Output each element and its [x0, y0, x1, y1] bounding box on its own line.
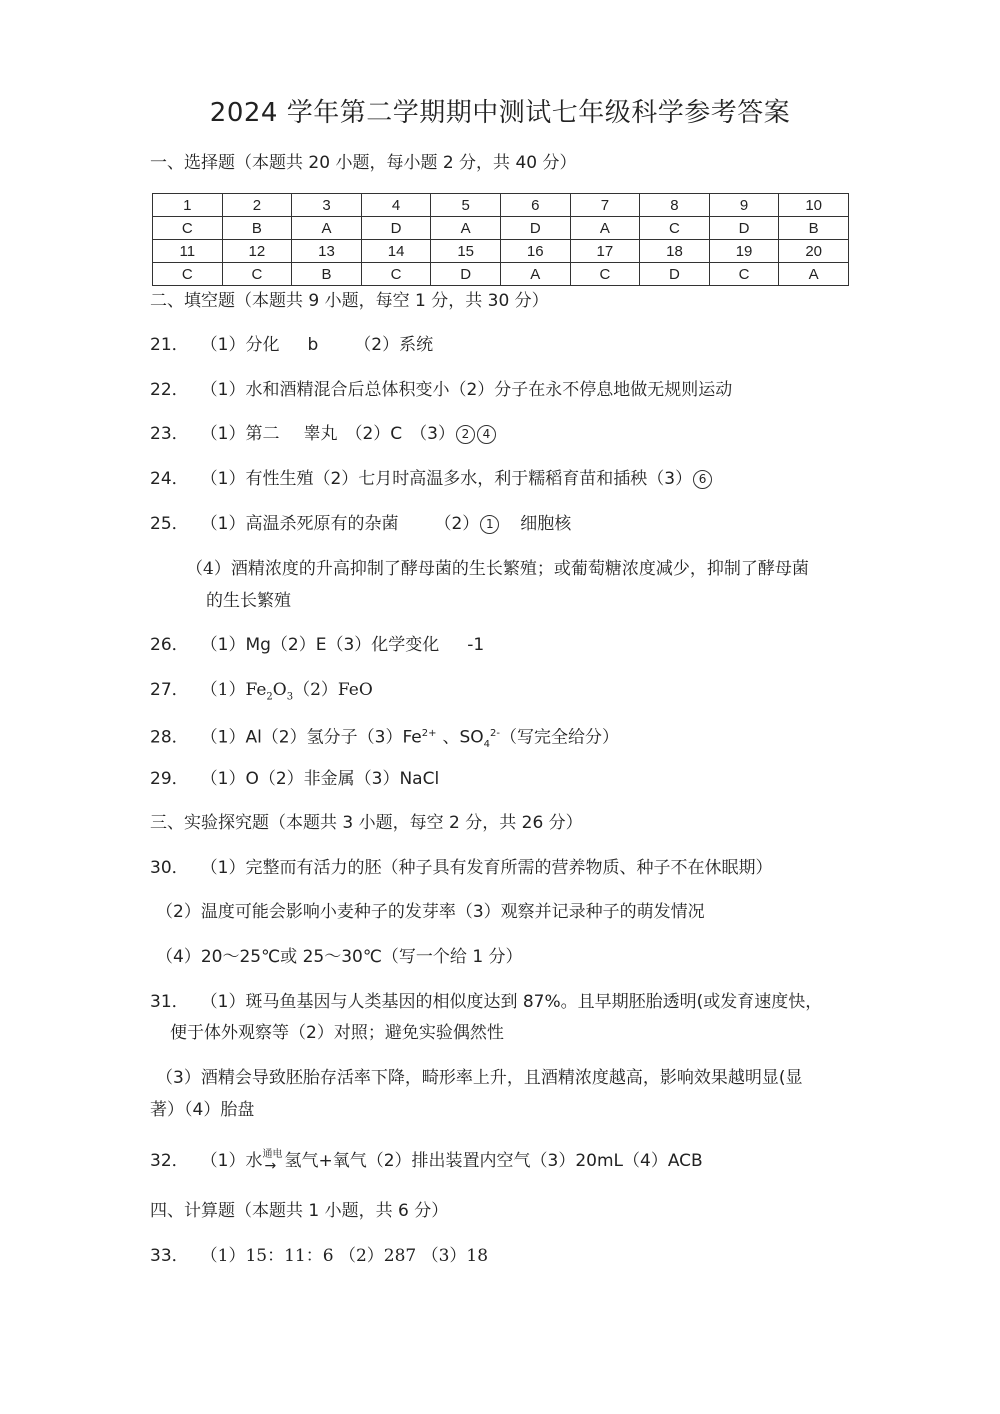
circled-number-1: 1	[480, 515, 499, 534]
section1-heading: 一、选择题（本题共 20 小题，每小题 2 分，共 40 分）	[150, 153, 577, 173]
q21-part3: （2）系统	[354, 335, 434, 355]
q33-text: （1）15：11：6 （2）287 （3）18	[200, 1246, 489, 1266]
q23-part2: 睾丸	[303, 424, 338, 444]
question-number-cell: 11	[153, 240, 223, 263]
q26-part1: （1）Mg（2）E（3）化学变化	[200, 635, 440, 655]
q21-number: 21．	[150, 335, 189, 355]
q32-part1: （1）水	[200, 1151, 263, 1171]
q25-number: 25．	[150, 514, 189, 534]
question-number-cell: 14	[361, 240, 431, 263]
answer-cell: C	[361, 263, 431, 286]
q27-part3: （2）FeO	[293, 680, 373, 700]
q23-number: 23．	[150, 424, 189, 444]
q25-part2: （2）	[434, 514, 480, 534]
q21-part1: （1）分化	[200, 335, 280, 355]
q27-number: 27．	[150, 680, 189, 700]
q30-line2: （2）温度可能会影响小麦种子的发芽率（3）观察并记录种子的萌发情况	[156, 902, 705, 922]
answer-cell: C	[640, 217, 710, 240]
q28-part1: （1）Al（2）氢分子（3）Fe	[200, 727, 422, 748]
q23-part3: （2）C	[345, 424, 403, 444]
q22-text: （1）水和酒精混合后总体积变小（2）分子在永不停息地做无规则运动	[200, 380, 733, 400]
answer-29	[150, 767, 439, 791]
q23-part1: （1）第二	[200, 424, 280, 444]
answer-24	[150, 467, 713, 491]
answer-cell: D	[431, 263, 501, 286]
question-number-cell: 2	[222, 194, 292, 217]
q30-line1: （1）完整而有活力的胚（种子具有发育所需的营养物质、种子不在休眠期）	[200, 858, 773, 878]
question-number-cell: 10	[779, 194, 849, 217]
answer-26	[150, 633, 484, 657]
question-number-cell: 6	[500, 194, 570, 217]
answer-25	[150, 512, 571, 536]
reaction-condition: 通电	[262, 1149, 283, 1160]
question-number-cell: 20	[779, 240, 849, 263]
question-number-cell: 13	[292, 240, 362, 263]
answer-cell: A	[500, 263, 570, 286]
question-number-cell: 16	[500, 240, 570, 263]
q24-number: 24．	[150, 469, 189, 489]
q33-number: 33．	[150, 1246, 189, 1266]
q32-part2: 氢气+氧气（2）排出装置内空气（3）20mL（4）ACB	[284, 1151, 703, 1171]
q31-number: 31．	[150, 992, 189, 1012]
answer-22	[150, 378, 732, 402]
section3-heading: 三、实验探究题（本题共 3 小题，每空 2 分，共 26 分）	[150, 813, 583, 833]
answer-21	[150, 333, 433, 357]
question-number-cell: 17	[570, 240, 640, 263]
q25-part4-line2: 的生长繁殖	[206, 591, 291, 611]
answer-cell: B	[779, 217, 849, 240]
question-number-cell: 4	[361, 194, 431, 217]
q28-sup1: 2+	[421, 728, 437, 739]
answer-cell: A	[779, 263, 849, 286]
q30-line3: （4）20～25℃或 25～30℃（写一个给 1 分）	[156, 947, 523, 967]
q27-part2: O	[272, 680, 287, 700]
question-number-cell: 9	[709, 194, 779, 217]
question-number-cell: 12	[222, 240, 292, 263]
q28-sub1: 4	[483, 739, 491, 751]
reaction-arrow	[262, 1149, 284, 1173]
q25-part4-line1: （4）酒精浓度的升高抑制了酵母菌的生长繁殖；或葡萄糖浓度减少，抑制了酵母菌	[186, 559, 809, 579]
answer-cell: C	[709, 263, 779, 286]
answer-cell: D	[500, 217, 570, 240]
q26-number: 26．	[150, 635, 189, 655]
q27-part1: （1）Fe	[200, 680, 267, 700]
answer-cell: D	[361, 217, 431, 240]
answer-32	[150, 1149, 703, 1173]
circled-number-2: 2	[456, 425, 475, 444]
q26-part2: -1	[467, 635, 485, 655]
answer-cell: C	[153, 263, 223, 286]
question-number-cell: 7	[570, 194, 640, 217]
q29-number: 29．	[150, 769, 189, 789]
question-number-cell: 3	[292, 194, 362, 217]
answer-30-line1	[150, 856, 772, 880]
answer-23	[150, 422, 497, 446]
q22-number: 22．	[150, 380, 189, 400]
multiple-choice-answer-table	[152, 193, 849, 286]
answer-cell: B	[222, 217, 292, 240]
answer-cell: B	[292, 263, 362, 286]
question-number-cell: 18	[640, 240, 710, 263]
answer-31-line1	[150, 990, 822, 1014]
circled-number-4: 4	[477, 425, 496, 444]
q28-part2: 、SO	[442, 727, 484, 748]
question-number-cell: 19	[709, 240, 779, 263]
answer-cell: C	[153, 217, 223, 240]
answer-28	[150, 722, 619, 757]
answer-cell: C	[570, 263, 640, 286]
q28-number: 28．	[150, 727, 189, 748]
question-number-cell: 5	[431, 194, 501, 217]
circled-number-6: 6	[693, 470, 712, 489]
question-number-cell: 8	[640, 194, 710, 217]
q27-sub2: 3	[286, 691, 294, 703]
answer-cell: A	[570, 217, 640, 240]
q29-text: （1）O（2）非金属（3）NaCl	[200, 769, 440, 789]
q32-number: 32．	[150, 1151, 189, 1171]
q23-part4: （3）	[410, 424, 455, 444]
question-number-row	[153, 194, 849, 217]
question-number-cell: 1	[153, 194, 223, 217]
q31-line3: （3）酒精会导致胚胎存活率下降，畸形率上升，且酒精浓度越高，影响效果越明显(显	[156, 1068, 803, 1088]
q27-sub1: 2	[266, 691, 273, 703]
page-title: 2024 学年第二学期期中测试七年级科学参考答案	[209, 98, 791, 128]
answer-cell: D	[640, 263, 710, 286]
answer-cell: A	[431, 217, 501, 240]
question-number-row	[153, 240, 849, 263]
question-number-cell: 15	[431, 240, 501, 263]
arrow-icon: →	[264, 1158, 277, 1174]
q25-part3: 细胞核	[520, 514, 572, 534]
q30-number: 30．	[150, 858, 189, 878]
q24-text: （1）有性生殖（2）七月时高温多水，利于糯稻育苗和插秧（3）	[200, 469, 693, 489]
q31-line4: 著）（4）胎盘	[150, 1100, 255, 1120]
answer-cell: C	[222, 263, 292, 286]
q31-line1: （1）斑马鱼基因与人类基因的相似度达到 87%。且早期胚胎透明(或发育速度快，	[200, 992, 823, 1012]
answer-row	[153, 217, 849, 240]
q28-sup2: 2-	[490, 728, 501, 739]
answer-cell: D	[709, 217, 779, 240]
answer-27	[150, 678, 373, 709]
q21-part2: b	[307, 335, 319, 355]
q31-line2: 便于体外观察等（2）对照；避免实验偶然性	[170, 1023, 504, 1043]
section2-heading: 二、填空题（本题共 9 小题，每空 1 分，共 30 分）	[150, 291, 549, 311]
answer-row	[153, 263, 849, 286]
section4-heading: 四、计算题（本题共 1 小题，共 6 分）	[150, 1201, 449, 1221]
q25-part1: （1）高温杀死原有的杂菌	[200, 514, 399, 534]
q28-part3: （写完全给分）	[500, 727, 620, 748]
answer-cell: A	[292, 217, 362, 240]
answer-33	[150, 1244, 488, 1268]
